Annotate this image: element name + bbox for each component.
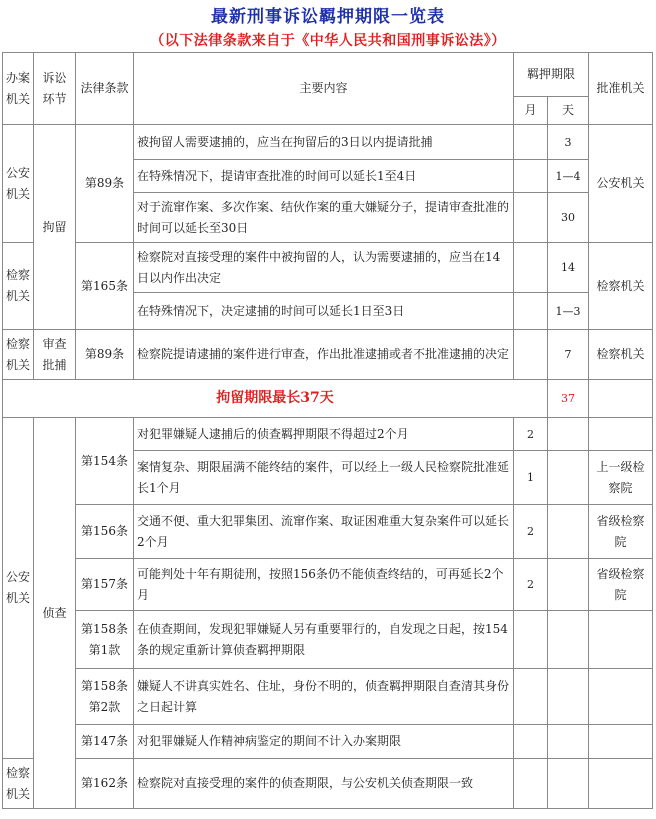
approver-cell: 检察机关 [589, 330, 653, 380]
header-month: 月 [514, 97, 548, 125]
day-cell: 1—4 [548, 160, 589, 193]
month-cell [514, 669, 548, 725]
approver-cell: 上一级检察院 [589, 451, 653, 505]
month-cell: 1 [514, 451, 548, 505]
max-detention-days: 37 [548, 380, 589, 418]
day-cell [548, 451, 589, 505]
content-cell: 在特殊情况下，提请审查批准的时间可以延长1至4日 [134, 160, 514, 193]
article-cell: 第89条 [76, 125, 134, 243]
day-cell: 14 [548, 243, 589, 293]
article-cell: 第156条 [76, 505, 134, 559]
approver-cell: 公安机关 [589, 125, 653, 243]
max-detention-summary: 拘留期限最长37天 [3, 380, 548, 418]
month-cell [514, 193, 548, 243]
agency-cell: 公安机关 [3, 125, 34, 243]
agency-cell: 检察机关 [3, 330, 34, 380]
content-cell: 检察院对直接受理的案件的侦查期限，与公安机关侦查期限一致 [134, 759, 514, 809]
article-cell: 第147条 [76, 725, 134, 759]
day-cell [548, 759, 589, 809]
month-cell [514, 330, 548, 380]
article-cell: 第157条 [76, 559, 134, 611]
page-subtitle: （以下法律条款来自于《中华人民共和国刑事诉讼法》） [150, 33, 506, 49]
stage-cell: 审查批捕 [34, 330, 76, 380]
day-cell: 1—3 [548, 293, 589, 330]
month-cell: 2 [514, 418, 548, 451]
table-row [3, 559, 653, 611]
stage-cell: 侦查 [34, 418, 76, 809]
article-cell: 第165条 [76, 243, 134, 330]
header-agency: 办案机关 [3, 53, 34, 125]
month-cell [514, 611, 548, 669]
month-cell [514, 125, 548, 160]
table-row [3, 725, 653, 759]
page-title: 最新刑事诉讼羁押期限一览表 [211, 7, 445, 27]
content-cell: 对犯罪嫌疑人逮捕后的侦查羁押期限不得超过2个月 [134, 418, 514, 451]
article-cell: 第154条 [76, 418, 134, 505]
table-row [3, 125, 653, 160]
header-approver: 批准机关 [589, 53, 653, 125]
content-cell: 被拘留人需要逮捕的，应当在拘留后的3日以内提请批捕 [134, 125, 514, 160]
month-cell [514, 243, 548, 293]
day-cell [548, 725, 589, 759]
table-row [3, 330, 653, 380]
day-cell [548, 559, 589, 611]
agency-cell: 检察机关 [3, 759, 34, 809]
header-day: 天 [548, 97, 589, 125]
month-cell [514, 160, 548, 193]
agency-cell: 检察机关 [3, 243, 34, 330]
month-cell: 2 [514, 505, 548, 559]
month-cell [514, 759, 548, 809]
content-cell: 案情复杂、期限届满不能终结的案件，可以经上一级人民检察院批准延长1个月 [134, 451, 514, 505]
table-row [3, 759, 653, 809]
content-cell: 嫌疑人不讲真实姓名、住址，身份不明的，侦查羁押期限自查清其身份之日起计算 [134, 669, 514, 725]
content-cell: 检察院对直接受理的案件中被拘留的人，认为需要逮捕的，应当在14日以内作出决定 [134, 243, 514, 293]
content-cell: 可能判处十年有期徒刑，按照156条仍不能侦查终结的，可再延长2个月 [134, 559, 514, 611]
table-row [3, 418, 653, 451]
article-cell: 第158条第2款 [76, 669, 134, 725]
agency-cell: 公安机关 [3, 418, 34, 759]
month-cell: 2 [514, 559, 548, 611]
article-cell: 第162条 [76, 759, 134, 809]
approver-cell: 检察机关 [589, 243, 653, 330]
content-cell: 对于流窜作案、多次作案、结伙作案的重大嫌疑分子，提请审查批准的时间可以延长至30日 [134, 193, 514, 243]
article-cell: 第89条 [76, 330, 134, 380]
content-cell: 在特殊情况下，决定逮捕的时间可以延长1日至3日 [134, 293, 514, 330]
day-cell [548, 611, 589, 669]
stage-cell: 拘留 [34, 125, 76, 330]
day-cell [548, 505, 589, 559]
day-cell [548, 418, 589, 451]
day-cell: 7 [548, 330, 589, 380]
article-cell: 第158条第1款 [76, 611, 134, 669]
table-row [3, 611, 653, 669]
table-row [3, 243, 653, 293]
approver-cell: 省级检察院 [589, 559, 653, 611]
content-cell: 对犯罪嫌疑人作精神病鉴定的期间不计入办案期限 [134, 725, 514, 759]
summary-row [3, 380, 653, 418]
day-cell: 3 [548, 125, 589, 160]
day-cell: 30 [548, 193, 589, 243]
header-period: 羁押期限 [514, 53, 589, 97]
day-cell [548, 669, 589, 725]
approver-cell: 省级检察院 [589, 505, 653, 559]
content-cell: 在侦查期间，发现犯罪嫌疑人另有重要罪行的，自发现之日起，按154条的规定重新计算侦查羁押期限 [134, 611, 514, 669]
month-cell [514, 725, 548, 759]
header-content: 主要内容 [134, 53, 514, 125]
content-cell: 交通不便、重大犯罪集团、流窜作案、取证困难重大复杂案件可以延长2个月 [134, 505, 514, 559]
table-row [3, 669, 653, 725]
header-article: 法律条款 [76, 53, 134, 125]
table-row [3, 505, 653, 559]
detention-period-table [2, 52, 653, 809]
month-cell [514, 293, 548, 330]
content-cell: 检察院提请逮捕的案件进行审查，作出批准逮捕或者不批准逮捕的决定 [134, 330, 514, 380]
header-stage: 诉讼环节 [34, 53, 76, 125]
